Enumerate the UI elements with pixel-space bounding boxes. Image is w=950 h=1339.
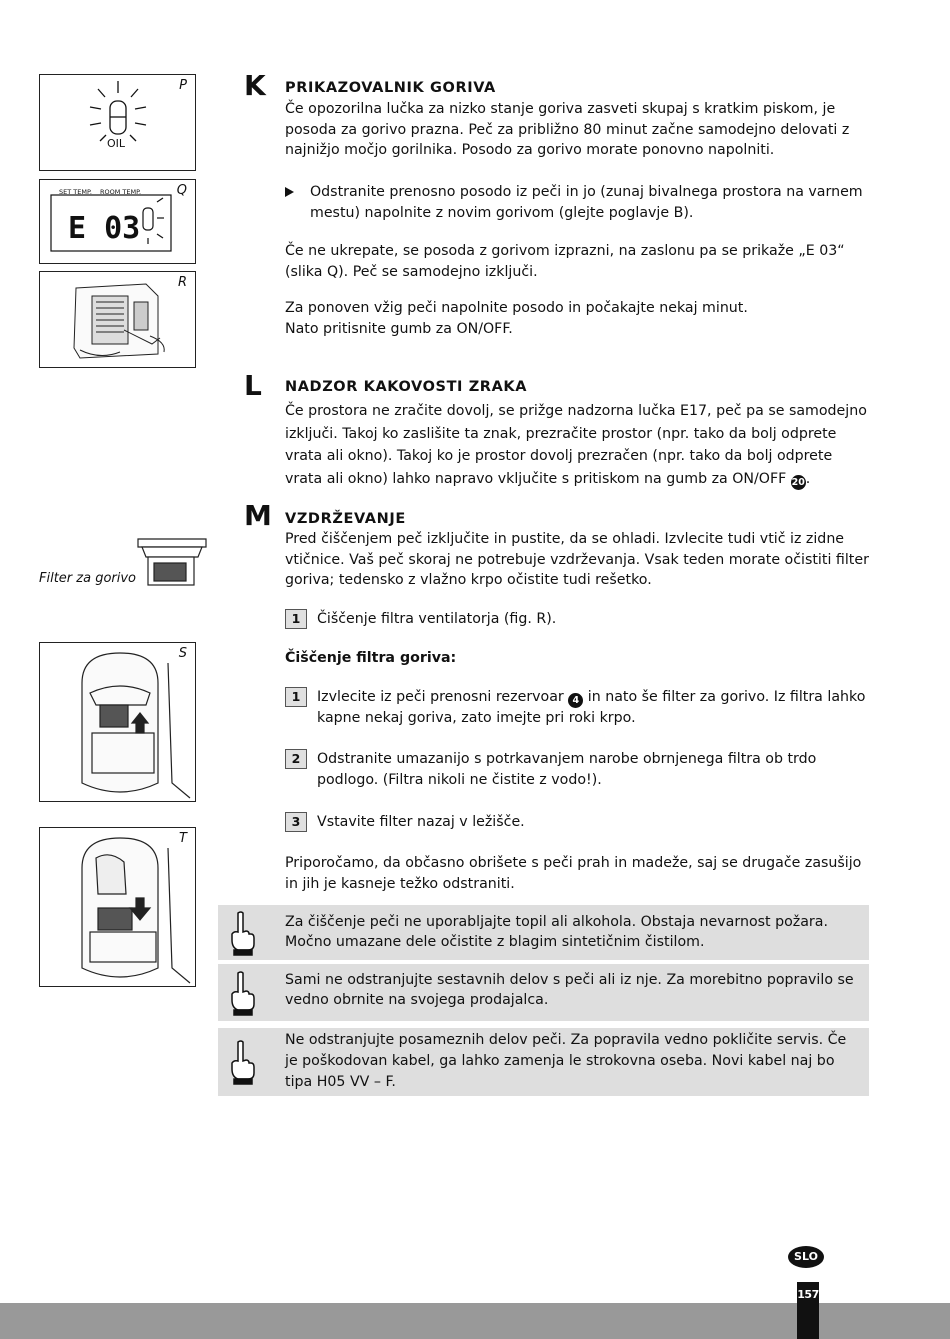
figure-label: P (179, 78, 187, 93)
section-k-paragraph-3b: Nato pritisnite gumb za ON/OFF. (285, 320, 513, 337)
step-text-b: in nato še filter za gorivo. Iz filtra lahko kapne nekaj goriva, zato imejte pri roki krpo. (317, 689, 866, 726)
step-number: 1 (285, 609, 307, 629)
step-text: Čiščenje filtra ventilatorja (fig. R). (317, 611, 557, 627)
figure-label: T (179, 831, 187, 846)
fuel-filter-icon (136, 535, 208, 591)
step-number: 1 (285, 687, 307, 707)
bullet-text: Odstranite prenosno posodo iz peči in jo (zunaj bivalnega prostora na varnem mestu) napolnite z novim gorivom (glejte poglavje B). (310, 184, 863, 221)
figure-q (39, 179, 196, 264)
reference-4-icon: 4 (568, 693, 583, 708)
figure-t (39, 827, 196, 987)
language-badge (788, 1246, 824, 1268)
warning-box-2 (218, 964, 869, 1021)
pointing-hand-icon (226, 970, 258, 1016)
pointing-hand-icon (226, 910, 258, 956)
section-k-paragraph-1: Če opozorilna lučka za nizko stanje goriva zasveti skupaj s kratkim piskom, je posoda za gorivo prazna. Peč za približno 80 minut začne samodejno delovati z najnižjo močjo gorilnika. Posodo za gorivo morate ponovno napolniti. (285, 101, 850, 158)
section-l-title: NADZOR KAKOVOSTI ZRAKA (285, 379, 528, 395)
language-code: SLO (794, 1250, 818, 1263)
error-code: E 03 (68, 211, 141, 246)
page-number: 157 (797, 1288, 819, 1301)
figure-s (39, 642, 196, 802)
step-1 (285, 687, 870, 729)
section-letter-l: L (244, 369, 262, 402)
step-3 (285, 812, 870, 833)
figure-label: Q (176, 183, 187, 198)
fuel-lamp-icon (40, 75, 195, 170)
warning-text: Sami ne odstranjujte sestavnih delov s peči ali iz nje. Za morebitno popravilo se vedno obrnite na svojega prodajalca. (285, 972, 854, 1008)
section-letter-m: M (244, 499, 272, 532)
figure-label: R (177, 275, 187, 290)
fuel-filter-subheading: Čiščenje filtra goriva: (285, 650, 457, 666)
heater-rear-icon (40, 272, 195, 367)
set-temp-label: SET TEMP. (59, 188, 92, 196)
section-k-paragraph-2: Če ne ukrepate, se posoda z gorivom izprazni, na zaslonu pa se prikaže „E 03“ (slika Q). Peč se samodejno izklјuči. (285, 243, 845, 280)
display-panel-icon (40, 180, 195, 263)
filter-insert-icon (40, 828, 195, 986)
section-l-text: Če prostora ne zračite dovolj, se prižge nadzorna lučka E17, peč pa se samodejno izklјuči. Takoj ko zaslišite ta znak, prezračite prostor (npr. tako da bolj odprete vrata ali okno). Takoj ko je prostor dovolj prezračen (npr. tako da bolj odprete vrata ali okno) lahko napravo vklјučite s pritiskom na gumb za ON/OFF (285, 403, 867, 487)
warning-box-1 (218, 905, 869, 960)
step-number: 2 (285, 749, 307, 769)
section-k-title: PRIKAZOVALNIK GORIVA (285, 80, 496, 96)
warning-text: Za čiščenje peči ne uporabljajte topil ali alkohola. Obstaja nevarnost požara. Močno umazane dele očistite z blagim sintetičnim čistilom. (285, 914, 828, 950)
section-k-paragraph-3 (285, 298, 870, 339)
pointing-hand-icon (226, 1039, 258, 1085)
figure-label: S (178, 646, 187, 661)
step-2 (285, 749, 870, 790)
step-text: Vstavite filter nazaj v ležišče. (317, 814, 525, 830)
reference-20-icon: 20 (791, 476, 805, 488)
warning-text: Ne odstranjujte posameznih delov peči. Za popravila vedno pokličite servis. Če je poškodovan kabel, ga lahko zamenja le strokovna oseba. Novi kabel naj bo tipa H05 VV – F. (285, 1032, 847, 1090)
bullet-triangle-icon (285, 187, 294, 197)
step-text: Odstranite umazanijo s potrkavanjem narobe obrnjenega filtra ob trdo podlogo. (Filtra nikoli ne čistite z vodo!). (317, 751, 817, 788)
figure-r (39, 271, 196, 368)
section-l-end: . (805, 470, 811, 487)
section-letter-k: K (244, 69, 266, 102)
room-temp-label: ROOM TEMP. (100, 188, 142, 196)
section-k-bullet (285, 182, 870, 223)
section-m-paragraph-2: Priporočamo, da občasno obrišete s peči prah in madeže, saj se drugače zasušijo in jih je kasneje težko odstraniti. (285, 855, 862, 892)
oil-text: OIL (107, 137, 126, 150)
filter-caption: Filter za gorivo (39, 571, 137, 586)
section-m-paragraph-1: Pred čiščenjem peč izklјučite in pustite, da se ohladi. Izvlecite tudi vtič iz zidne vtičnice. Vaš peč skoraj ne potrebuje vzdrževanja. Vsak teden morate očistiti filter goriva; tedensko z vlažno krpo očistite tudi rešetko. (285, 531, 869, 588)
figure-p (39, 74, 196, 171)
section-k-paragraph-3a: Za ponoven vžig peči napolnite posodo in počakajte nekaj minut. (285, 300, 748, 316)
step-text-a: Izvlecite iz peči prenosni rezervoar (317, 689, 564, 705)
section-m-title: VZDRŽEVANJE (285, 511, 406, 527)
warning-box-3 (218, 1028, 869, 1096)
step-fan-filter (285, 609, 870, 630)
filter-removal-icon (40, 643, 195, 801)
section-l-paragraph (285, 400, 870, 490)
step-number: 3 (285, 812, 307, 832)
